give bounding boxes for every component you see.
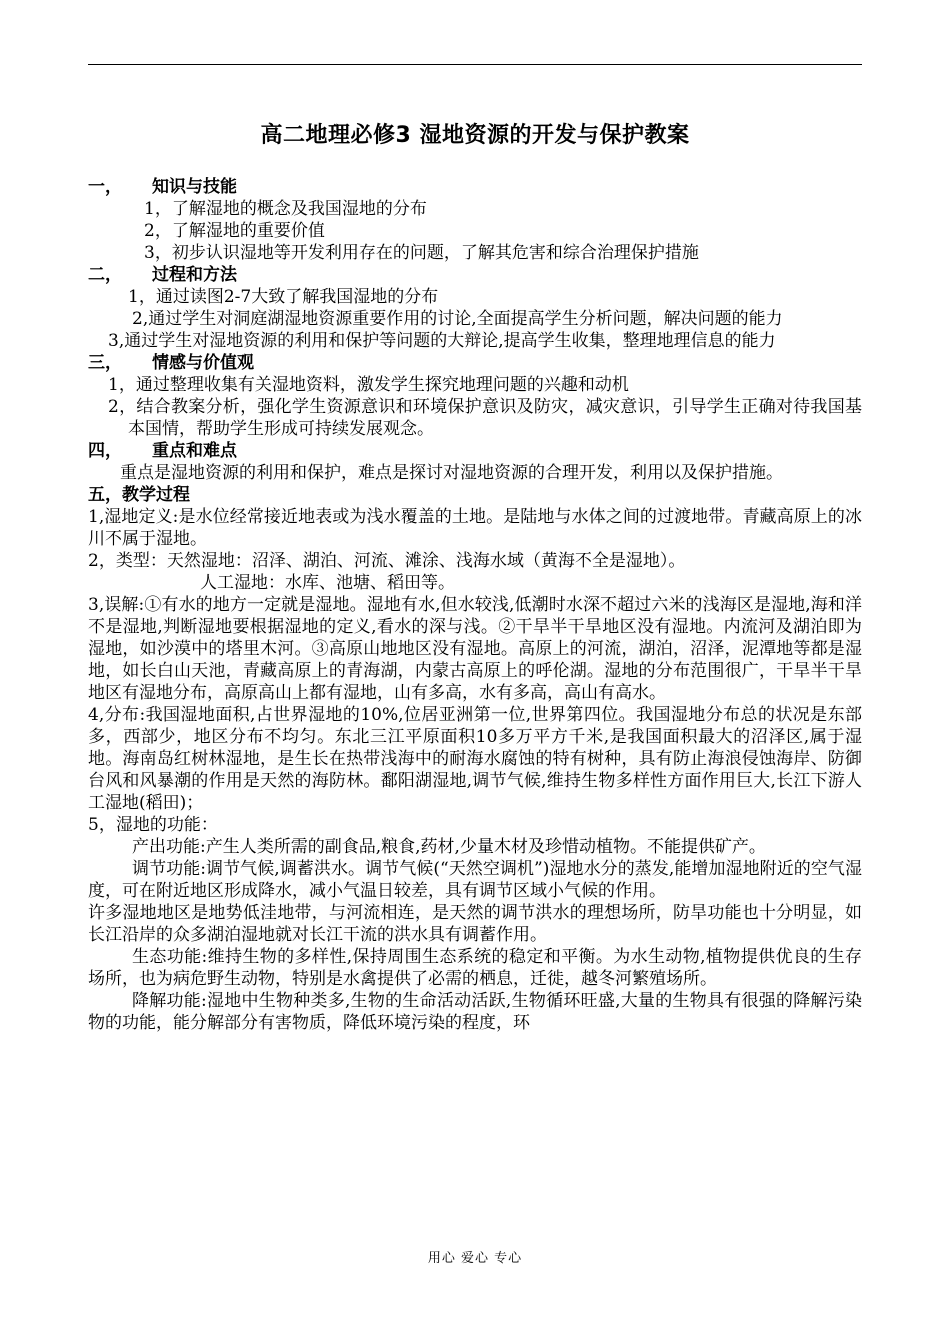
section-heading-5: 五，教学过程 <box>88 485 190 505</box>
paragraph-types: 2，类型：天然湿地：沼泽、湖泊、河流、滩涂、浅海水域（黄海不全是湿地）。 <box>88 551 686 571</box>
section-title: 情感与价值观 <box>152 353 254 373</box>
list-item: 3,通过学生对湿地资源的利用和保护等问题的大辩论,提高学生收集，整理地理信息的能力 <box>108 331 776 351</box>
paragraph-misconceptions: 3,误解:①有水的地方一定就是湿地。湿地有水,但水较浅,低潮时水深不超过六米的浅海区是湿地,海和洋不是湿地,判断湿地要根据湿地的定义,看水的深与浅。②干旱半干旱地区没有湿地。内流河及湖泊即为湿地，如沙漠中的塔里木河。③高原山地地区没有湿地。高原上的河流，湖泊，沼泽，泥潭地等都是湿地，如长白山天池，青藏高原上的青海湖，内蒙古高原上的呼伦湖。湿地的分布范围很广，干旱半干旱地区有湿地分布，高原高山上都有湿地，山有多高，水有多高，高山有高水。 <box>88 595 862 703</box>
function-ecology: 生态功能:维持生物的多样性,保持周围生态系统的稳定和平衡。为水生动物,植物提供优良的生存场所，也为病危野生动物，特别是水禽提供了必需的栖息，迁徙，越冬河繁殖场所。 <box>88 947 862 989</box>
function-regulation: 调节功能:调节气候,调蓄洪水。调节气候(“天然空调机”)湿地水分的蒸发,能增加湿地附近的空气湿度，可在附近地区形成降水，减小气温日较差，具有调节区域小气候的作用。 <box>88 859 862 901</box>
page-footer: 用心 爱心 专心 <box>427 1251 523 1266</box>
section-heading-4 <box>88 440 862 462</box>
list-item: 2，结合教案分析，强化学生资源意识和环境保护意识及防灾，减灾意识，引导学生正确对待我国基本国情，帮助学生形成可持续发展观念。 <box>108 397 862 439</box>
page-title: 高二地理必修3 湿地资源的开发与保护教案 <box>260 123 690 148</box>
section-title: 重点和难点 <box>152 441 237 461</box>
paragraph-definition: 1,湿地定义:是水位经常接近地表或为浅水覆盖的土地。是陆地与水体之间的过渡地带。青藏高原上的冰川不属于湿地。 <box>88 507 862 549</box>
list-item: 3，初步认识湿地等开发利用存在的问题，了解其危害和综合治理保护措施 <box>144 243 699 263</box>
list-item: 1，通过读图2-7大致了解我国湿地的分布 <box>128 287 439 307</box>
document-body <box>88 176 862 1034</box>
section-number: 二， <box>88 265 122 285</box>
list-item: 1，通过整理收集有关湿地资料，激发学生探究地理问题的兴趣和动机 <box>108 375 629 395</box>
section-title: 知识与技能 <box>152 177 237 197</box>
function-production: 产出功能:产生人类所需的副食品,粮食,药材,少量木材及珍惜动植物。不能提供矿产。 <box>132 837 766 857</box>
function-degradation: 降解功能:湿地中生物种类多,生物的生命活动活跃,生物循环旺盛,大量的生物具有很强的降解污染物的功能，能分解部分有害物质，降低环境污染的程度，环 <box>88 991 862 1033</box>
paragraph-types-artificial: 人工湿地：水库、池塘、稻田等。 <box>200 573 455 593</box>
list-item: 2，了解湿地的重要价值 <box>144 221 325 241</box>
function-regulation-flood: 许多湿地地区是地势低洼地带，与河流相连，是天然的调节洪水的理想场所，防旱功能也十分明显，如长江沿岸的众多湖泊湿地就对长江干流的洪水具有调蓄作用。 <box>88 903 862 945</box>
section-heading-1 <box>88 176 862 198</box>
section-heading-2 <box>88 264 862 286</box>
section-number: 四， <box>88 441 122 461</box>
section-heading-3 <box>88 352 862 374</box>
section-number: 三， <box>88 353 122 373</box>
section-number: 一， <box>88 177 122 197</box>
list-item: 1，了解湿地的概念及我国湿地的分布 <box>144 199 427 219</box>
paragraph-distribution: 4,分布:我国湿地面积,占世界湿地的10%,位居亚洲第一位,世界第四位。我国湿地分布总的状况是东部多，西部少，地区分布不均匀。东北三江平原面积10多万平方千米,是我国面积最大的沼泽区,属于湿地。海南岛红树林湿地，是生长在热带浅海中的耐海水腐蚀的特有树种，具有防止海浪侵蚀海岸、防御台风和风暴潮的作用是天然的海防林。鄱阳湖湿地,调节气候,维持生物多样性方面作用巨大,长江下游人工湿地(稻田)； <box>88 705 862 813</box>
list-item: 2,通过学生对洞庭湖湿地资源重要作用的讨论,全面提高学生分析问题，解决问题的能力 <box>132 309 783 329</box>
paragraph: 重点是湿地资源的利用和保护，难点是探讨对湿地资源的合理开发，利用以及保护措施。 <box>120 463 783 483</box>
section-title: 过程和方法 <box>152 265 237 285</box>
header-rule <box>88 64 862 65</box>
paragraph-functions: 5，湿地的功能： <box>88 815 218 835</box>
